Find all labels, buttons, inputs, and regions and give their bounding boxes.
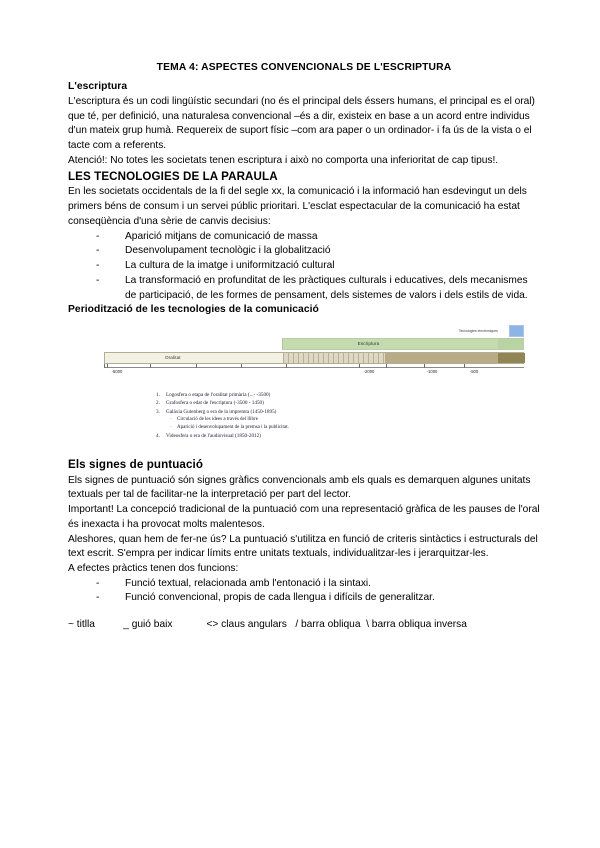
paragraph-puntuacio-2: Important! La concepció tradicional de la puntuació com una representació gràfica de les pauses de l'oral és inexacta i ha provocat molts malentesos.: [68, 504, 540, 530]
chart-period-label: Galàxia Gutenberg o era de la impremta (1450-1895): [166, 408, 277, 415]
bullet-dash: -: [96, 274, 100, 286]
list-item-label: La transformació en profunditat de les pràctiques culturals i educatives, dels mecanismes de participació, de les formes de pensament, dels sistemes de valors i dels estils de vida.: [125, 274, 528, 301]
list-item: [96, 259, 540, 274]
chart-period-item: [156, 432, 540, 440]
chart-bar-row-oralitat: [104, 352, 524, 364]
list-item-label: La cultura de la imatge i uniformització cultural: [125, 260, 335, 272]
list-item: [96, 244, 540, 259]
heading-signes-puntuacio: Els signes de puntuació: [68, 457, 204, 471]
spacer: [68, 441, 540, 457]
chart-period-number: 1.: [156, 391, 160, 398]
bullet-dash: -: [96, 260, 100, 272]
chart-periods-list: [68, 391, 540, 441]
chart-period-label: Logosfera o etapa de l'oralitat primària (...- -3500): [166, 391, 271, 398]
chart-axis-tick-label: -500: [469, 368, 479, 374]
bullet-dash: -: [96, 592, 100, 604]
list-item-label: Desenvolupament tecnològic i la globalització: [125, 245, 331, 257]
chart-bar-oralitat-segment-dark: [498, 353, 525, 363]
list-item: [96, 274, 540, 303]
list-item: [96, 230, 540, 245]
bullet-dash: -: [96, 577, 100, 589]
chart-plot-area: [104, 325, 524, 383]
bullet-dash: -: [96, 230, 100, 242]
symbols-legend-line: ~ titlla _ guió baix <> claus angulars / barra obliqua \ barra obliqua inversa: [68, 619, 467, 631]
list-funcions: [68, 577, 540, 606]
timeline-chart-figure: [68, 325, 540, 441]
chart-period-number: 3.: [156, 408, 160, 415]
legend-label-tecnologies-electroniques: Tecnologies electròniques: [458, 328, 498, 334]
list-item-label: Aparició mitjans de comunicació de massa: [125, 230, 318, 242]
chart-period-label: Videosfera o era de l'audiovisual (1850-2012): [166, 433, 261, 440]
paragraph-tecnologies-1: En les societats occidentals de la fi del segle xx, la comunicació i la informació han esdevingut un dels primers béns de consum i un servei públic prioritari. L'esclat espectacular de la comunicació ha estat conseqüència d'una sèrie de canvis decisius:: [68, 186, 527, 227]
chart-bar-oralitat: [104, 352, 524, 364]
paragraph-puntuacio-3: Aleshores, quan hem de fer-ne ús? La puntuació s'utilitza en funció de criteris sintàctics i estructurals del text escrit. S'empra per indicar límits entre unitats textuals, individualitzar-les i jerarquitzar-les.: [68, 533, 538, 560]
list-item-label: Funció textual, relacionada amb l'entonació i la sintaxi.: [125, 577, 372, 589]
chart-period-sublabel: Aparició i desenvolupament de la premsa i la publicitat.: [177, 425, 289, 431]
chart-period-number: 2.: [156, 400, 160, 407]
chart-bar-oralitat-segment-solid: [385, 353, 498, 363]
chart-period-item: [156, 408, 540, 433]
chart-axis-tick: [150, 364, 151, 368]
chart-bar-label-escriptura: Escriptura: [357, 341, 380, 347]
chart-period-subitem: [170, 416, 540, 424]
chart-axis-line: [104, 367, 524, 368]
chart-period-sublabel: Circulació de les idees a través del llibre: [177, 417, 258, 423]
legend-swatch-tecnologies-electroniques: [509, 325, 524, 337]
sub-bullet-dot: ·: [170, 417, 172, 423]
chart-axis-tick: [107, 364, 108, 368]
list-item: [96, 591, 540, 606]
chart-axis-tick-label: -5000: [111, 368, 123, 374]
chart-axis-tick: [424, 364, 425, 368]
heading-escriptura: L'escriptura: [68, 81, 128, 93]
list-item-label: Funció convencional, propis de cada llengua i difícils de generalitzar.: [125, 592, 435, 604]
chart-axis-tick: [104, 364, 105, 368]
list-item: [96, 577, 540, 592]
chart-legend: [459, 325, 524, 337]
chart-period-subitem: [170, 424, 540, 432]
bullet-dash: -: [96, 245, 100, 257]
chart-bar-row-escriptura: [104, 338, 524, 350]
chart-axis-tick: [359, 364, 360, 368]
page-title: TEMA 4: ASPECTES CONVENCIONALS DE L'ESCRIPTURA: [156, 62, 452, 73]
chart-axis-tick: [196, 364, 197, 368]
chart-bar-escriptura: [282, 338, 524, 350]
paragraph-escriptura-2: Atenció!: No totes les societats tenen escriptura i això no comporta una inferioritat de cap tipus!.: [68, 154, 499, 166]
sub-bullet-dot: ·: [170, 425, 172, 431]
chart-axis-tick: [286, 364, 287, 368]
chart-period-item: [156, 399, 540, 407]
heading-tecnologies: LES TECNOLOGIES DE LA PARAULA: [68, 169, 278, 183]
chart-period-item: [156, 391, 540, 399]
spacer: [68, 606, 540, 618]
chart-x-axis: [104, 367, 524, 383]
subheading-periodizacio: Periodització de les tecnologies de la comunicació: [68, 304, 319, 316]
chart-period-label: Grafosfera o edat de l'escriptura (-3500 - 1450): [166, 400, 264, 407]
chart-bar-label-oralitat: Oralitat: [165, 355, 181, 361]
chart-period-number: 4.: [156, 433, 160, 440]
list-canvis-decisius: [68, 230, 540, 304]
chart-period-sublist: [166, 416, 540, 432]
paragraph-puntuacio-4: A efectes pràctics tenen dos funcions:: [68, 562, 239, 574]
chart-bar-escriptura-cap: [498, 339, 524, 349]
chart-axis-tick-label: -1000: [426, 368, 438, 374]
chart-bar-oralitat-segment-dotted: [283, 353, 385, 363]
chart-axis-tick: [241, 364, 242, 368]
paragraph-escriptura-1: L'escriptura és un codi lingüístic secundari (no és el principal dels éssers humans, el principal es el oral) que té, per definició, una naturalesa convencional –és a dir, existeix en base a un acord entre individus d'un mateix grup humà. Requereix de suport físic –com ara paper o un ordinador- i fa ús de la vista o el tacte com a referents.: [68, 95, 535, 152]
legend-separator: ·: [502, 328, 504, 333]
chart-axis-tick: [464, 364, 465, 368]
chart-axis-tick-label: -2000: [363, 368, 375, 374]
chart-axis-tick: [386, 364, 387, 368]
paragraph-puntuacio-1: Els signes de puntuació són signes gràfics convencionals amb els quals es demarquen algunes unitats textuals per tal de facilitar-ne la interpretació per part del lector.: [68, 474, 531, 501]
